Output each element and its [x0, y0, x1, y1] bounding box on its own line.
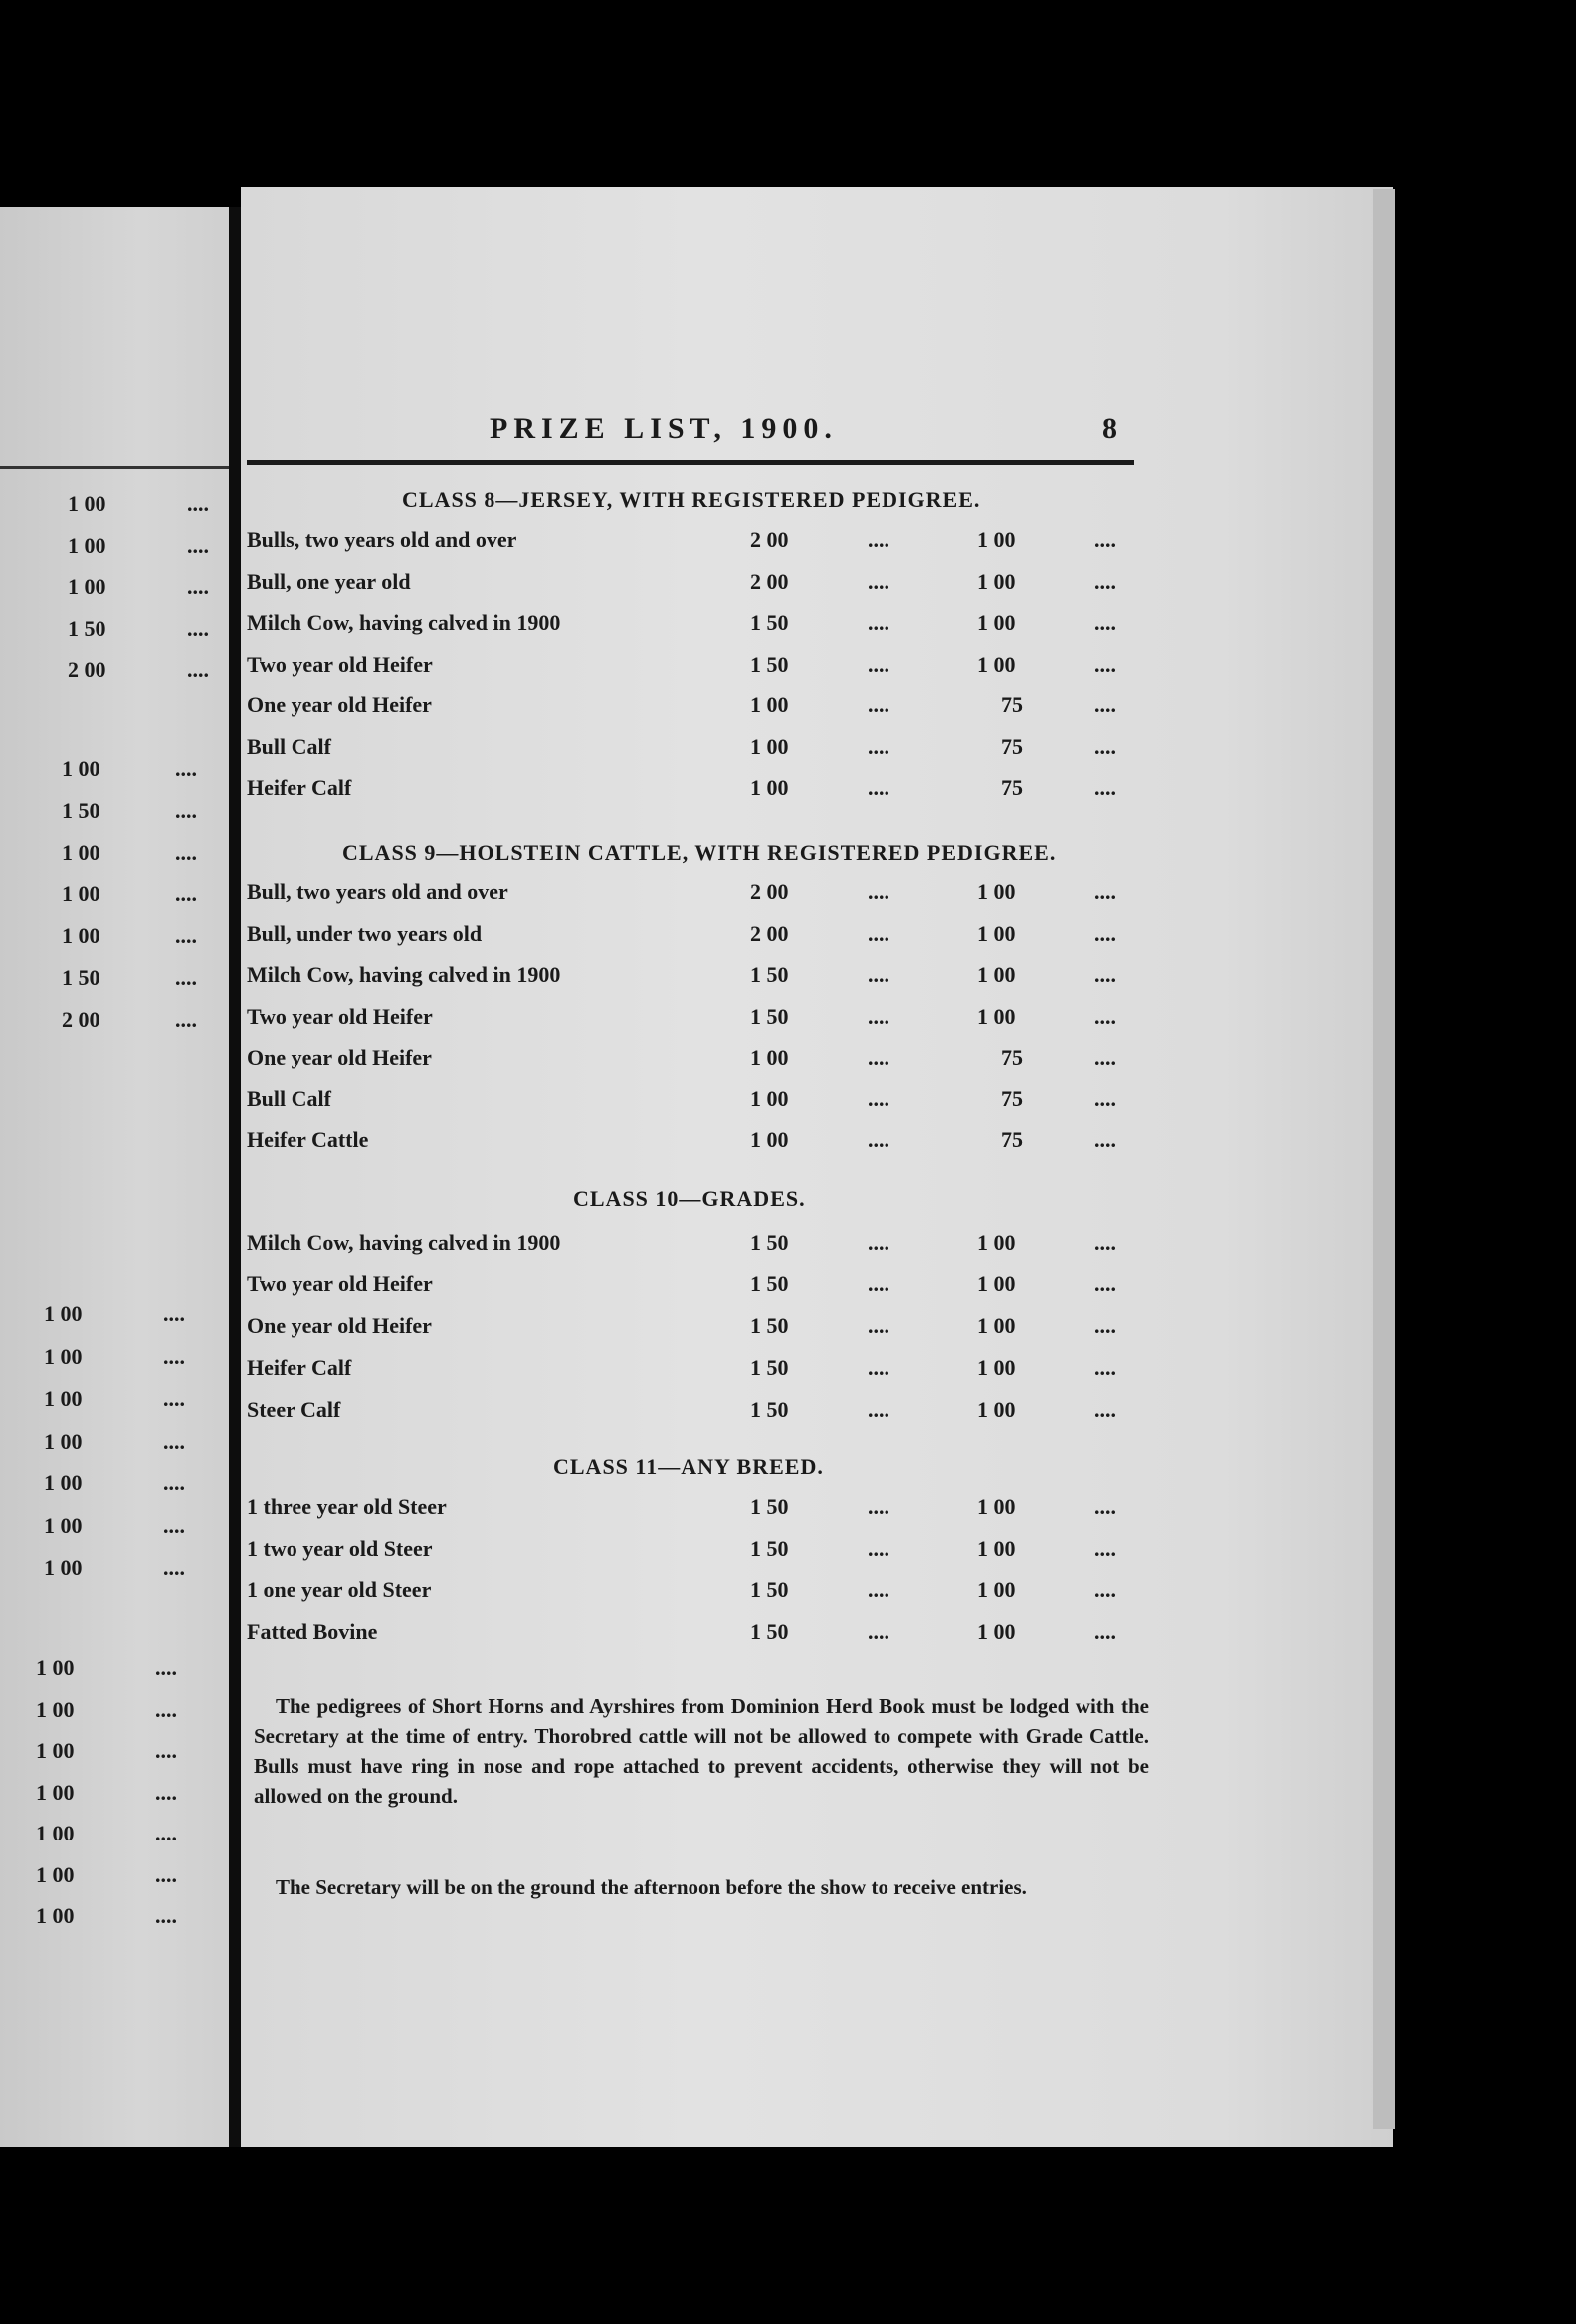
leader-dots: ....: [1094, 1355, 1116, 1380]
entry-label: Fatted Bovine: [247, 1619, 378, 1644]
leader-dots: ....: [1094, 652, 1116, 677]
second-prize: 75: [1001, 1045, 1023, 1069]
left-amount: 1 00: [36, 1655, 75, 1680]
prize-row: [247, 1536, 1142, 1566]
first-prize: 1 50: [750, 1397, 789, 1422]
left-dots: ....: [187, 616, 209, 641]
prize-row: [247, 1230, 1142, 1259]
first-prize: 2 00: [750, 569, 789, 594]
left-dots: ....: [163, 1470, 185, 1495]
second-prize: 1 00: [977, 1536, 1016, 1561]
left-amount: 1 50: [62, 965, 100, 990]
left-dots: ....: [187, 491, 209, 516]
left-dots: ....: [163, 1429, 185, 1453]
leader-dots: ....: [868, 1397, 889, 1422]
left-dots: ....: [155, 1862, 177, 1887]
left-column-row: [0, 1738, 229, 1768]
prize-row: [247, 879, 1142, 909]
first-prize: 1 50: [750, 1004, 789, 1029]
entry-label: Bull, one year old: [247, 569, 411, 594]
second-prize: 1 00: [977, 1619, 1016, 1644]
leader-dots: ....: [1094, 962, 1116, 987]
leader-dots: ....: [1094, 1494, 1116, 1519]
prize-row: [247, 1494, 1142, 1524]
leader-dots: ....: [868, 734, 889, 759]
second-prize: 1 00: [977, 1271, 1016, 1296]
entry-label: Heifer Calf: [247, 1355, 352, 1380]
prize-row: [247, 1313, 1142, 1343]
left-dots: ....: [175, 1007, 197, 1032]
left-column-row: [0, 491, 229, 521]
left-amount: 1 00: [44, 1344, 83, 1369]
left-column-row: [0, 798, 229, 828]
first-prize: 1 00: [750, 1127, 789, 1152]
second-prize: 1 00: [977, 1355, 1016, 1380]
second-prize: 1 00: [977, 1230, 1016, 1255]
leader-dots: ....: [868, 1271, 889, 1296]
first-prize: 1 00: [750, 775, 789, 800]
entry-label: Bull Calf: [247, 1086, 331, 1111]
prize-row: [247, 1045, 1142, 1074]
leader-dots: ....: [868, 775, 889, 800]
left-column-row: [0, 1470, 229, 1500]
left-amount: 1 00: [44, 1513, 83, 1538]
entry-label: Two year old Heifer: [247, 1271, 433, 1296]
left-amount: 1 00: [44, 1429, 83, 1453]
leader-dots: ....: [868, 921, 889, 946]
left-dots: ....: [187, 574, 209, 599]
left-amount: 2 00: [68, 657, 106, 681]
prize-row: [247, 1271, 1142, 1301]
left-amount: 1 00: [68, 574, 106, 599]
left-dots: ....: [155, 1780, 177, 1805]
left-column-row: [0, 1007, 229, 1037]
left-dots: ....: [163, 1344, 185, 1369]
left-column-row: [0, 574, 229, 604]
left-amount: 1 00: [36, 1697, 75, 1722]
column-divider: [229, 207, 241, 2147]
second-prize: 1 00: [977, 1397, 1016, 1422]
entry-label: Bull, under two years old: [247, 921, 483, 946]
left-column-row: [0, 1513, 229, 1543]
left-column-row: [0, 657, 229, 686]
note-secretary: The Secretary will be on the ground the afternoon before the show to receive entries.: [276, 1875, 1027, 1899]
class-heading: CLASS 10—GRADES.: [573, 1186, 806, 1211]
left-column-row: [0, 1344, 229, 1374]
left-amount: 1 00: [36, 1821, 75, 1845]
header-rule: [247, 460, 1134, 465]
entry-label: Steer Calf: [247, 1397, 341, 1422]
first-prize: 1 50: [750, 1355, 789, 1380]
prize-row: [247, 921, 1142, 951]
left-dots: ....: [163, 1555, 185, 1580]
leader-dots: ....: [1094, 1536, 1116, 1561]
leader-dots: ....: [868, 692, 889, 717]
second-prize: 1 00: [977, 610, 1016, 635]
leader-dots: ....: [1094, 1086, 1116, 1111]
second-prize: 75: [1001, 734, 1023, 759]
second-prize: 1 00: [977, 652, 1016, 677]
prize-row: [247, 1577, 1142, 1607]
leader-dots: ....: [868, 610, 889, 635]
left-dots: ....: [187, 533, 209, 558]
left-column-row: [0, 923, 229, 953]
first-prize: 1 50: [750, 962, 789, 987]
leader-dots: ....: [1094, 1127, 1116, 1152]
leader-dots: ....: [868, 1313, 889, 1338]
entry-label: Bull Calf: [247, 734, 331, 759]
leader-dots: ....: [1094, 921, 1116, 946]
note-pedigrees: The pedigrees of Short Horns and Ayrshires from Dominion Herd Book must be lodged with the Secretary at the time of entry. Thorobred cattle will not be allowed to compete with Grade Cattle. Bulls must have ring in nose and rope attached to prevent accidents, otherwise they will not be allowed on the ground.: [254, 1694, 1149, 1808]
class-heading: CLASS 11—ANY BREED.: [553, 1454, 824, 1479]
left-column-row: [0, 1821, 229, 1850]
leader-dots: ....: [1094, 610, 1116, 635]
left-amount: 1 00: [62, 881, 100, 906]
leader-dots: ....: [868, 879, 889, 904]
first-prize: 2 00: [750, 527, 789, 552]
left-dots: ....: [175, 756, 197, 781]
class-heading: CLASS 9—HOLSTEIN CATTLE, WITH REGISTERED PEDIGREE.: [342, 840, 1057, 865]
left-dots: ....: [155, 1821, 177, 1845]
prize-row: [247, 1355, 1142, 1385]
left-amount: 1 00: [44, 1470, 83, 1495]
entry-label: Heifer Calf: [247, 775, 352, 800]
second-prize: 1 00: [977, 569, 1016, 594]
second-prize: 1 00: [977, 1577, 1016, 1602]
page-title: PRIZE LIST, 1900.: [490, 412, 838, 445]
leader-dots: ....: [1094, 1230, 1116, 1255]
leader-dots: ....: [1094, 1619, 1116, 1644]
left-column-row: [0, 1655, 229, 1685]
left-amount: 1 00: [36, 1780, 75, 1805]
left-amount: 1 00: [68, 491, 106, 516]
leader-dots: ....: [868, 1619, 889, 1644]
leader-dots: ....: [1094, 1271, 1116, 1296]
entry-label: Heifer Cattle: [247, 1127, 369, 1152]
left-dots: ....: [163, 1513, 185, 1538]
first-prize: 1 50: [750, 1494, 789, 1519]
left-amount: 1 00: [44, 1555, 83, 1580]
prize-row: [247, 569, 1142, 599]
left-column-row: [0, 1903, 229, 1933]
left-column-row: [0, 881, 229, 911]
leader-dots: ....: [1094, 879, 1116, 904]
first-prize: 1 50: [750, 1619, 789, 1644]
page-edge: [1373, 189, 1395, 2129]
first-prize: 1 00: [750, 1045, 789, 1069]
leader-dots: ....: [868, 1230, 889, 1255]
first-prize: 1 50: [750, 610, 789, 635]
left-amount: 1 00: [36, 1903, 75, 1928]
left-amount: 1 00: [68, 533, 106, 558]
left-column-row: [0, 1301, 229, 1331]
leader-dots: ....: [868, 1086, 889, 1111]
prize-row: [247, 1086, 1142, 1116]
leader-dots: ....: [1094, 1313, 1116, 1338]
left-amount: 1 00: [36, 1862, 75, 1887]
left-dots: ....: [175, 881, 197, 906]
entry-label: 1 three year old Steer: [247, 1494, 447, 1519]
left-amount: 2 00: [62, 1007, 100, 1032]
first-prize: 1 50: [750, 1536, 789, 1561]
left-dots: ....: [163, 1301, 185, 1326]
left-dots: ....: [155, 1655, 177, 1680]
second-prize: 1 00: [977, 962, 1016, 987]
second-prize: 75: [1001, 775, 1023, 800]
leader-dots: ....: [868, 1577, 889, 1602]
left-amount: 1 50: [62, 798, 100, 823]
entry-label: Two year old Heifer: [247, 1004, 433, 1029]
left-amount: 1 00: [62, 923, 100, 948]
left-column-row: [0, 533, 229, 563]
leader-dots: ....: [868, 1355, 889, 1380]
first-prize: 1 50: [750, 1577, 789, 1602]
prize-row: [247, 652, 1142, 681]
leader-dots: ....: [1094, 692, 1116, 717]
left-column-row: [0, 1697, 229, 1727]
second-prize: 75: [1001, 1127, 1023, 1152]
first-prize: 1 50: [750, 1230, 789, 1255]
left-dots: ....: [175, 965, 197, 990]
left-amount: 1 50: [68, 616, 106, 641]
prize-row: [247, 1127, 1142, 1157]
left-dots: ....: [163, 1386, 185, 1411]
entry-label: One year old Heifer: [247, 1313, 432, 1338]
entry-label: Bull, two years old and over: [247, 879, 508, 904]
entry-label: 1 one year old Steer: [247, 1577, 432, 1602]
left-dots: ....: [175, 923, 197, 948]
leader-dots: ....: [1094, 1397, 1116, 1422]
leader-dots: ....: [1094, 569, 1116, 594]
second-prize: 1 00: [977, 921, 1016, 946]
first-prize: 1 50: [750, 1313, 789, 1338]
left-dots: ....: [155, 1738, 177, 1763]
first-prize: 1 00: [750, 1086, 789, 1111]
second-prize: 75: [1001, 1086, 1023, 1111]
entry-label: Bulls, two years old and over: [247, 527, 517, 552]
first-prize: 2 00: [750, 921, 789, 946]
prize-row: [247, 610, 1142, 640]
left-dots: ....: [155, 1903, 177, 1928]
page-number: 8: [1102, 412, 1117, 445]
leader-dots: ....: [868, 962, 889, 987]
left-dots: ....: [155, 1697, 177, 1722]
prize-row: [247, 1619, 1142, 1648]
left-amount: 1 00: [44, 1301, 83, 1326]
leader-dots: ....: [1094, 527, 1116, 552]
second-prize: 1 00: [977, 527, 1016, 552]
leader-dots: ....: [1094, 1004, 1116, 1029]
leader-dots: ....: [868, 1045, 889, 1069]
prize-row: [247, 527, 1142, 557]
left-column-row: [0, 616, 229, 646]
prize-row: [247, 1004, 1142, 1034]
entry-label: Milch Cow, having calved in 1900: [247, 610, 561, 635]
left-header-rule: [0, 466, 229, 469]
leader-dots: ....: [1094, 734, 1116, 759]
leader-dots: ....: [868, 1536, 889, 1561]
prize-row: [247, 734, 1142, 764]
left-column-row: [0, 1780, 229, 1810]
leader-dots: ....: [1094, 1045, 1116, 1069]
prize-row: [247, 962, 1142, 992]
left-column-row: [0, 965, 229, 995]
entry-label: Milch Cow, having calved in 1900: [247, 1230, 561, 1255]
left-column-row: [0, 1386, 229, 1416]
second-prize: 1 00: [977, 1004, 1016, 1029]
class-heading: CLASS 8—JERSEY, WITH REGISTERED PEDIGREE.: [402, 487, 981, 512]
left-dots: ....: [175, 840, 197, 865]
first-prize: 2 00: [750, 879, 789, 904]
left-amount: 1 00: [62, 756, 100, 781]
second-prize: 1 00: [977, 1313, 1016, 1338]
leader-dots: ....: [868, 652, 889, 677]
entry-label: Two year old Heifer: [247, 652, 433, 677]
second-prize: 1 00: [977, 1494, 1016, 1519]
left-amount: 1 00: [36, 1738, 75, 1763]
entry-label: Milch Cow, having calved in 1900: [247, 962, 561, 987]
entry-label: 1 two year old Steer: [247, 1536, 433, 1561]
leader-dots: ....: [868, 1004, 889, 1029]
leader-dots: ....: [868, 1127, 889, 1152]
left-column-row: [0, 756, 229, 786]
first-prize: 1 00: [750, 734, 789, 759]
first-prize: 1 00: [750, 692, 789, 717]
entry-label: One year old Heifer: [247, 1045, 432, 1069]
first-prize: 1 50: [750, 1271, 789, 1296]
left-dots: ....: [187, 657, 209, 681]
second-prize: 75: [1001, 692, 1023, 717]
first-prize: 1 50: [750, 652, 789, 677]
prize-row: [247, 692, 1142, 722]
prize-row: [247, 1397, 1142, 1427]
leader-dots: ....: [868, 1494, 889, 1519]
leader-dots: ....: [1094, 775, 1116, 800]
left-column-row: [0, 1429, 229, 1458]
left-column-row: [0, 840, 229, 870]
second-prize: 1 00: [977, 879, 1016, 904]
leader-dots: ....: [868, 569, 889, 594]
leader-dots: ....: [1094, 1577, 1116, 1602]
right-page: [241, 187, 1393, 2147]
prize-row: [247, 775, 1142, 805]
left-column-row: [0, 1555, 229, 1585]
left-column-row: [0, 1862, 229, 1892]
left-amount: 1 00: [62, 840, 100, 865]
entry-label: One year old Heifer: [247, 692, 432, 717]
leader-dots: ....: [868, 527, 889, 552]
left-dots: ....: [175, 798, 197, 823]
left-amount: 1 00: [44, 1386, 83, 1411]
